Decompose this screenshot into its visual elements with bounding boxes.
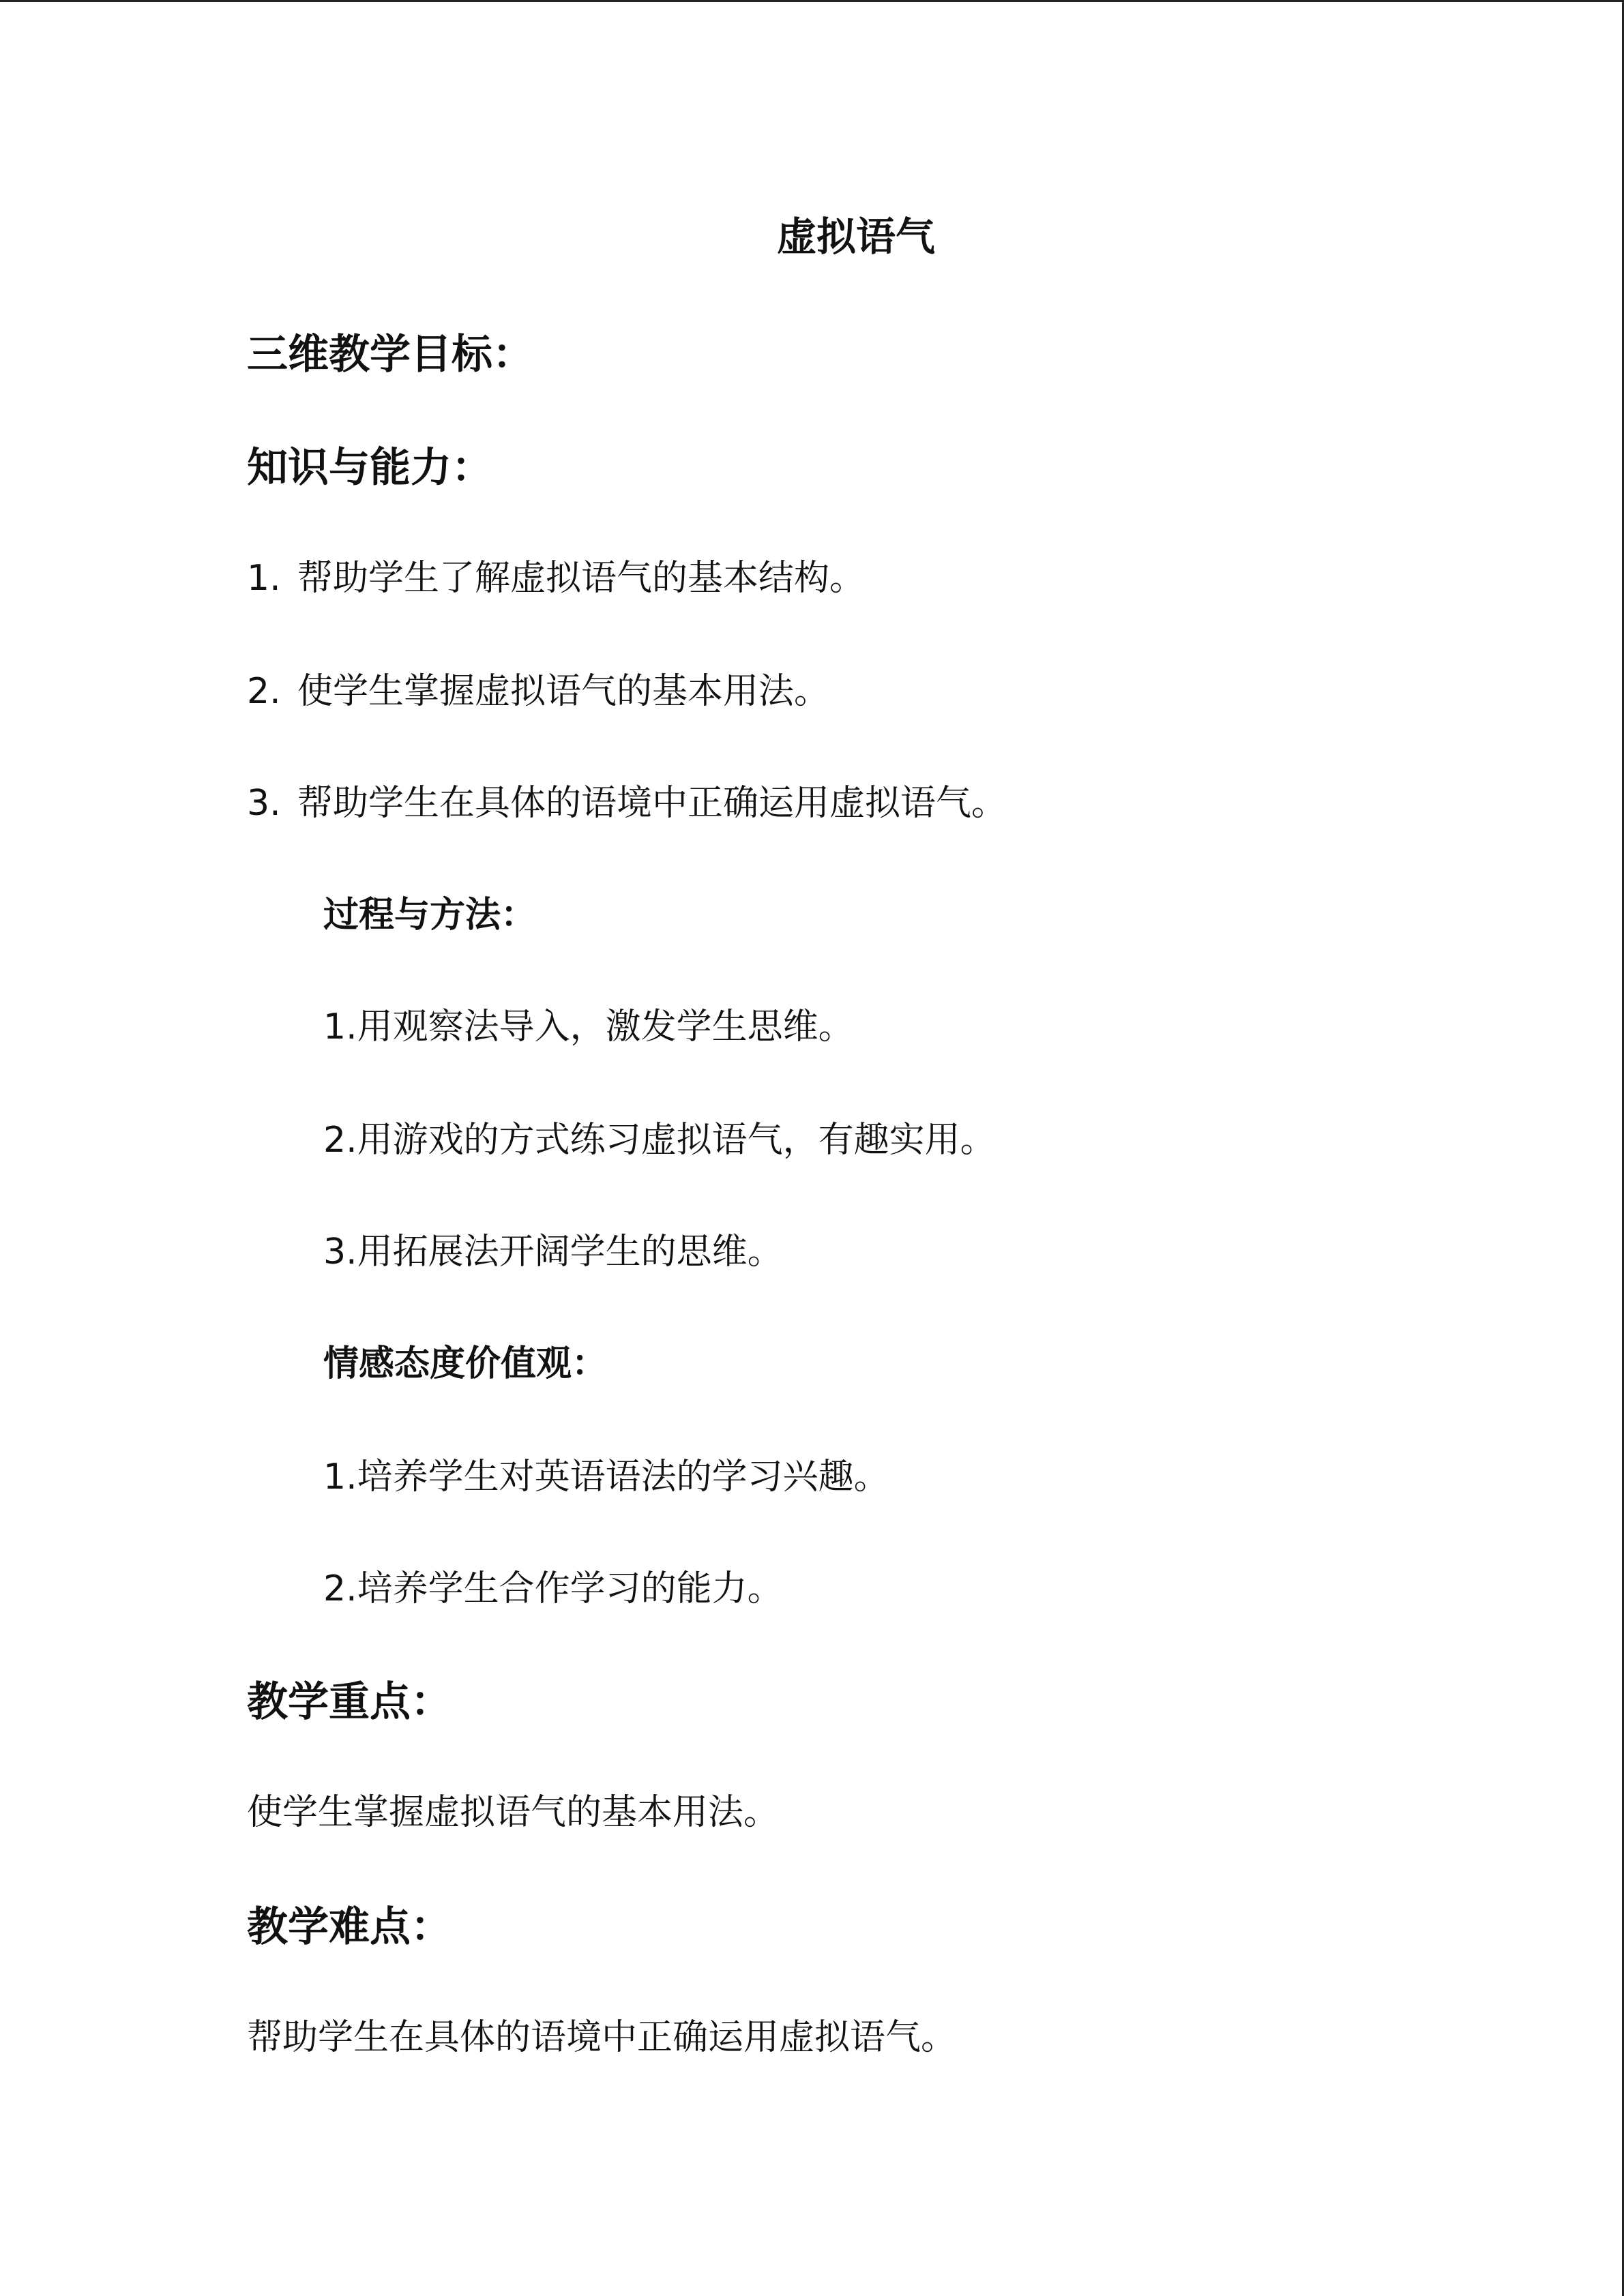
process-item: 2.用游戏的方式练习虚拟语气，有趣实用。 (323, 1120, 996, 1161)
difficulties-text: 帮助学生在具体的语境中正确运用虚拟语气。 (247, 2017, 957, 2058)
list-number: 1. (247, 558, 281, 599)
key-points-text: 使学生掌握虚拟语气的基本用法。 (247, 1792, 780, 1833)
knowledge-item (247, 783, 1007, 824)
page-top-border (0, 0, 1624, 2)
process-heading: 过程与方法： (323, 895, 537, 936)
list-number: 3. (247, 783, 281, 824)
key-points-heading: 教学重点： (247, 1678, 452, 1726)
process-item: 3.用拓展法开阔学生的思维。 (323, 1232, 783, 1272)
difficulties-heading: 教学难点： (247, 1903, 452, 1951)
list-item-text: 帮助学生在具体的语境中正确运用虚拟语气。 (297, 783, 1007, 824)
list-number: 2. (247, 671, 281, 712)
knowledge-item (247, 671, 830, 712)
process-item: 1.用观察法导入，激发学生思维。 (323, 1007, 854, 1047)
document-title: 虚拟语气 (776, 213, 935, 260)
knowledge-heading: 知识与能力： (247, 444, 492, 492)
emotion-item: 2.培养学生合作学习的能力。 (323, 1568, 783, 1609)
list-item-text: 帮助学生了解虚拟语气的基本结构。 (297, 558, 866, 599)
knowledge-item (247, 558, 866, 599)
emotion-item: 1.培养学生对英语语法的学习兴趣。 (323, 1457, 889, 1497)
emotion-heading: 情感态度价值观： (323, 1343, 608, 1384)
list-item-text: 使学生掌握虚拟语气的基本用法。 (297, 671, 830, 712)
objectives-heading: 三维教学目标： (247, 331, 533, 378)
